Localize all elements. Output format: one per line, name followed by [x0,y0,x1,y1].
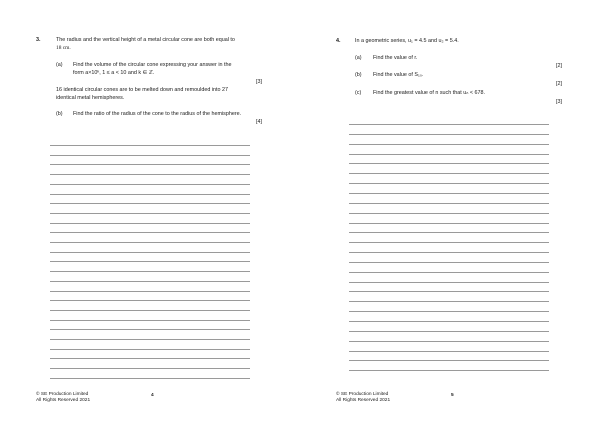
answer-line [349,163,549,164]
answer-line [50,378,250,379]
answer-line [349,272,549,273]
info-line2: identical metal hemispheres. [56,95,125,101]
part-a-text: Find the value of r. [373,55,418,61]
part-b-text: Find the value of S₁₀. [373,72,424,78]
part-a-marks: [2] [556,63,562,69]
answer-line [50,368,250,369]
answer-line [349,351,549,352]
answer-line [349,282,549,283]
answer-line [50,203,250,204]
answer-line [50,339,250,340]
info-line1: 16 identical circular cones are to be melted down and remoulded into 27 [56,87,229,93]
footer-rights: All Rights Reserved 2021 [336,398,391,403]
footer-copyright: © SE Production Limited [36,392,89,397]
answer-line [50,232,250,233]
answer-line [50,164,250,165]
answer-line [349,203,549,204]
part-a-text-line1: Find the volume of the circular cone expressing your answer in the [73,62,232,68]
answer-line [50,320,250,321]
answer-line [349,223,549,224]
answer-line [50,242,250,243]
answer-line [349,173,549,174]
question-3-stem-line1: The radius and the vertical height of a metal circular cone are both equal to [56,37,235,43]
answer-line [349,360,549,361]
answer-line [50,300,250,301]
footer-copyright: © SE Production Limited [336,392,389,397]
answer-line [349,311,549,312]
part-b-marks: [2] [556,81,562,87]
part-b-marks: [4] [256,119,262,125]
answer-line [50,271,250,272]
question-3-stem-line2: 18 cm. [56,45,71,51]
question-4-stem: In a geometric series, u₁ = 4.5 and u₂ = 5.4. [355,38,459,44]
answer-line [50,329,250,330]
page-number: 4 [151,393,154,398]
question-4-number: 4. [336,38,341,44]
answer-line [50,155,250,156]
part-a-marks: [3] [256,79,262,85]
answer-line [349,291,549,292]
answer-line [349,370,549,371]
part-b-text: Find the ratio of the radius of the cone to the radius of the hemisphere. [73,111,242,117]
part-c-text: Find the greatest value of n such that uₙ < 678. [373,90,485,96]
answer-line [349,232,549,233]
part-c-marks: [3] [556,99,562,105]
answer-line [50,174,250,175]
answer-line [349,301,549,302]
answer-line [349,183,549,184]
answer-line [50,184,250,185]
answer-line [349,144,549,145]
footer-rights: All Rights Reserved 2021 [36,398,91,403]
answer-line [349,252,549,253]
answer-line [50,223,250,224]
part-a-text-line2: form a×10ᵏ, 1 ≤ a < 10 and k ∈ ℤ. [73,70,155,76]
answer-line [349,134,549,135]
answer-line [349,341,549,342]
answer-line [349,213,549,214]
answer-line [50,145,250,146]
answer-line [349,124,549,125]
part-a-label: (a) [355,55,362,61]
answer-line [50,310,250,311]
answer-line [50,261,250,262]
answer-line [50,252,250,253]
answer-line [349,193,549,194]
answer-line [349,331,549,332]
answer-line [349,242,549,243]
answer-line [50,349,250,350]
answer-line [50,194,250,195]
answer-line [50,213,250,214]
page-number: 5 [451,393,454,398]
page-5 [300,0,600,424]
answer-line [349,321,549,322]
answer-line [50,358,250,359]
answer-line [50,291,250,292]
part-c-label: (c) [355,90,362,96]
answer-line [349,262,549,263]
answer-line [349,154,549,155]
question-3-number: 3. [36,37,41,43]
part-b-label: (b) [355,72,362,78]
part-a-label: (a) [56,62,63,68]
part-b-label: (b) [56,111,63,117]
answer-line [50,281,250,282]
